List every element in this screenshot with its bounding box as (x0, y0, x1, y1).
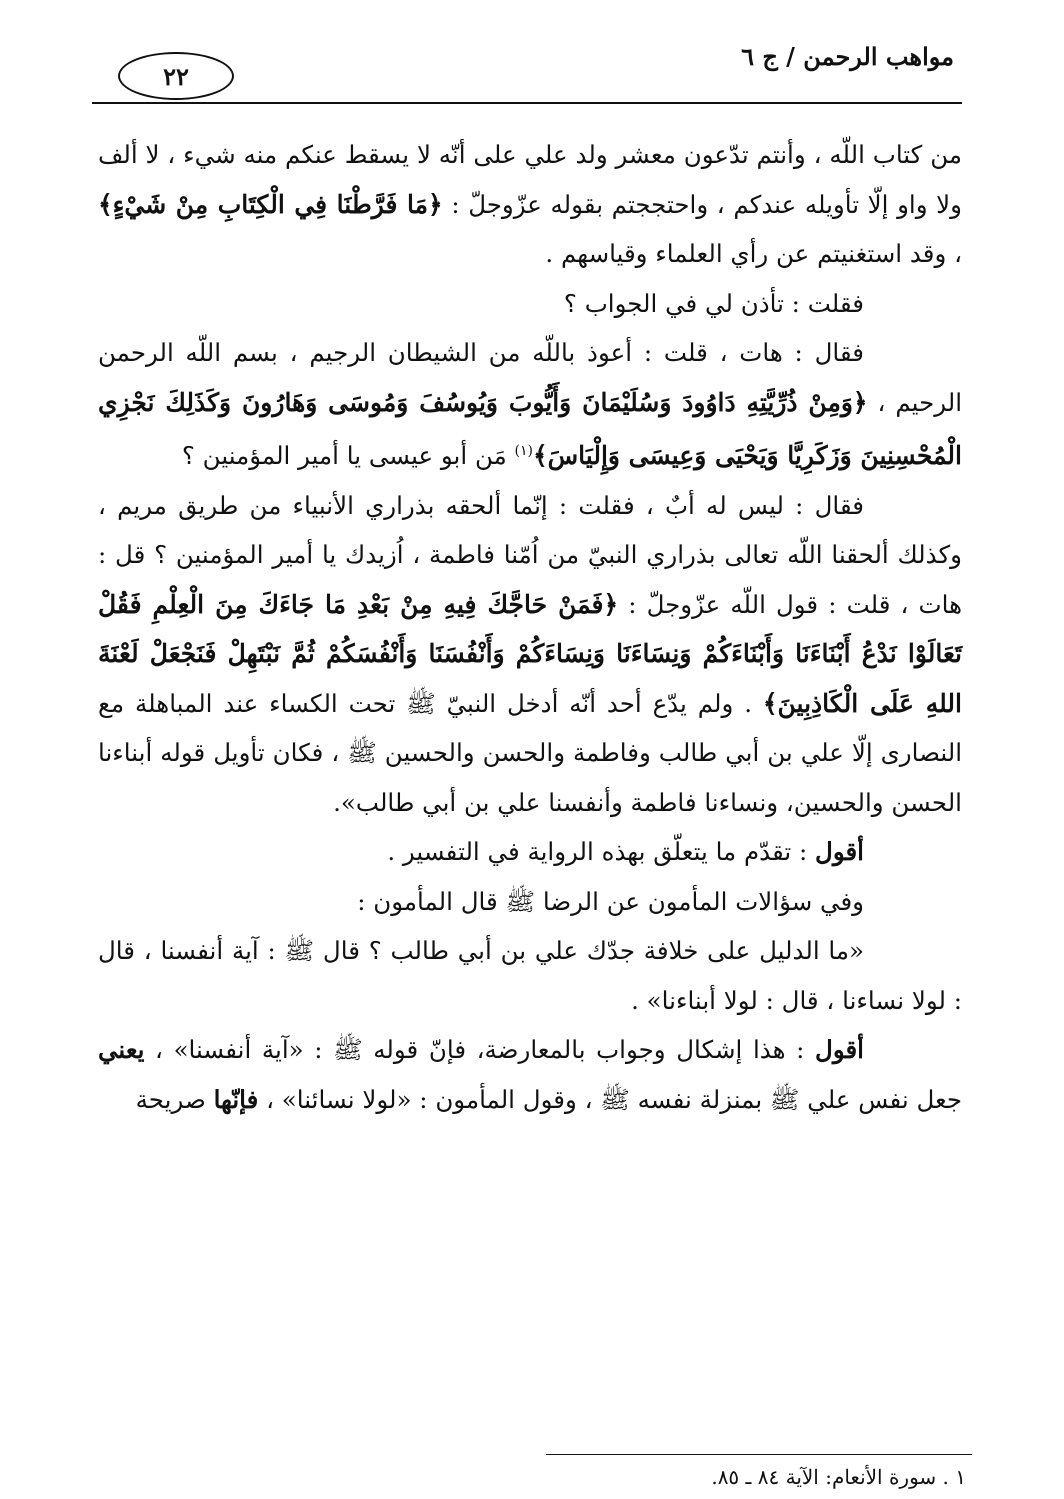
paragraph-2: فقلت : تأذن لي في الجواب ؟ (563, 288, 864, 318)
text-run: : تقدّم ما يتعلّق بهذه الرواية في التفسير . (387, 837, 816, 867)
page-header (92, 40, 962, 100)
footnote: ١ . سورة الأنعام: الآية ٨٤ ـ ٨٥. (711, 1465, 966, 1489)
bold-word: يعني (98, 1035, 145, 1065)
footnote-marker: (١) (514, 443, 533, 459)
lead-word: أقول (815, 1035, 864, 1065)
paragraph-6: وفي سؤالات المأمون عن الرضا ﷺ قال المأمون : (357, 886, 864, 916)
text-run: ، وقد استغنيتم عن رأي العلماء وقياسهم . (545, 239, 962, 268)
page-number: ٢٢ (118, 52, 234, 100)
text-run: مَن أبو عيسى يا أمير المؤمنين ؟ (181, 441, 515, 471)
text-run: من كتاب اللّه ، وأنتم تدّعون معشر ولد علي على أنّه لا يسقط عنكم منه شيء ، لا ألف ولا واو إلّا تأويله عندكم ، واحتججتم بقوله عزّوجلّ : (98, 140, 962, 219)
text-run: فقال : هات ، قلت : أعوذ باللّه من الشيطان الرجيم ، بسم اللّه الرحمن الرحيم ، (98, 338, 962, 417)
paragraph-7: «ما الدليل على خلافة جدّك علي بن أبي طالب ؟ قال ﷺ : آية أنفسنا ، قال : لولا نساءنا ، قال : لولا أبناءنا» . (98, 936, 962, 1015)
text-run: : هذا إشكال وجواب بالمعارضة، فإنّ قوله ﷺ : «آية أنفسنا» ، (144, 1035, 816, 1065)
paragraph-4 (98, 481, 962, 828)
paragraph-8 (98, 1025, 962, 1124)
running-title: مواهب الرحمن / ج ٦ (741, 42, 954, 71)
text-run: صريحة (135, 1084, 214, 1114)
text-run: . ولم يدّع أحد أنّه أدخل النبيّ ﷺ تحت الكساء عند المباهلة مع النصارى إلّا علي بن أبي طالب وفاطمة والحسن والحسين ﷺ ، فكان تأويل قوله أبناءنا الحسن والحسين، ونساءنا فاطمة وأنفسنا علي بن أبي طالب». (98, 688, 962, 817)
paragraph-3 (98, 328, 962, 481)
quran-verse: ﴿مَا فَرَّطْنَا فِي الْكِتَابِ مِنْ شَيْءٍ﴾ (98, 189, 443, 219)
quran-verse: ﴿وَمِنْ ذُرِّيَّتِهِ دَاوُودَ وَسُلَيْمَانَ وَأَيُّوبَ وَيُوسُفَ وَمُوسَى وَهَارُونَ وَكَذَلِكَ نَجْزِي الْمُحْسِنِينَ وَزَكَرِيَّا وَيَحْيَى وَعِيسَى وَإِلْيَاسَ﴾ (98, 387, 962, 471)
paragraph-5 (98, 827, 962, 877)
text-run: فقال : ليس له أبٌ ، فقلت : إنّما ألحقه بذراري الأنبياء من طريق مريم ، وكذلك ألحقنا اللّه تعالى بذراري النبيّ من اُمّنا فاطمة ، اُزيدك يا أمير المؤمنين ؟ قل : هات ، قلت : قول اللّه عزّوجلّ : (98, 490, 962, 619)
paragraph-1 (98, 130, 962, 279)
text-run: جعل نفس علي ﷺ بمنزلة نفسه ﷺ ، وقول المأمون : «لولا نسائنا» ، (258, 1084, 962, 1114)
bold-word: فإنّها (213, 1084, 259, 1114)
header-rule (92, 102, 962, 104)
lead-word: أقول (815, 837, 864, 867)
main-text (98, 130, 962, 1124)
quran-verse: ﴿فَمَنْ حَاجَّكَ فِيهِ مِنْ بَعْدِ مَا جَاءَكَ مِنَ الْعِلْمِ فَقُلْ تَعَالَوْا نَدْعُ أَبْنَاءَنَا وَأَبْنَاءَكُمْ وَنِسَاءَنَا وَنِسَاءَكُمْ وَأَنْفُسَنَا وَأَنْفُسَكُمْ ثُمَّ نَبْتَهِلْ فَنَجْعَلْ لَعْنَةَ اللهِ عَلَى الْكَاذِبِينَ﴾ (98, 589, 962, 718)
footnote-rule (546, 1454, 972, 1455)
